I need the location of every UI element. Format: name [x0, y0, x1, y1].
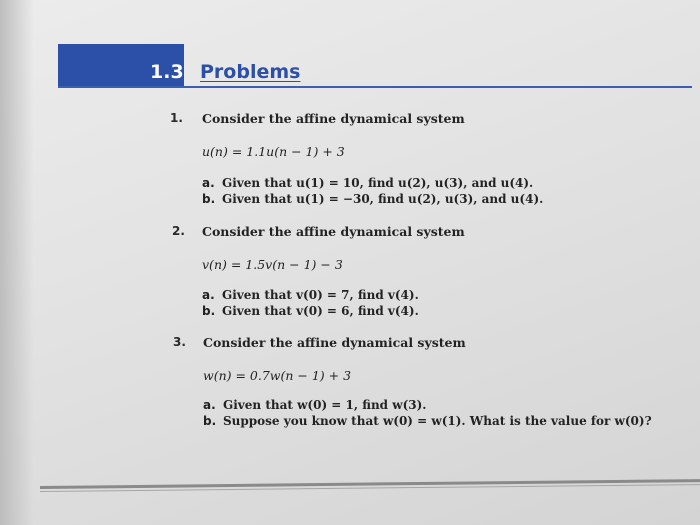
problem-1-intro: Consider the affine dynamical system — [202, 111, 465, 126]
section-number: 1.3 — [150, 61, 184, 83]
part-letter: b. — [202, 304, 216, 318]
problem-1-equation: u(n) = 1.1u(n − 1) + 3 — [202, 144, 345, 159]
problem-2-part-a — [202, 288, 419, 302]
problem-2-part-b — [202, 304, 419, 318]
part-text: Given that v(0) = 7, find v(4). — [222, 288, 419, 302]
problem-1-part-b — [202, 192, 543, 206]
problem-3-intro: Consider the affine dynamical system — [203, 335, 466, 350]
problem-1-number: 1. — [170, 111, 183, 125]
part-letter: a. — [202, 176, 215, 190]
problem-2-intro: Consider the affine dynamical system — [202, 224, 465, 239]
part-text: Given that u(1) = −30, find u(2), u(3), and u(4). — [222, 192, 544, 206]
problem-3-part-b — [203, 414, 652, 428]
part-letter: a. — [202, 288, 215, 302]
part-letter: b. — [203, 414, 217, 428]
part-letter: b. — [202, 192, 216, 206]
part-text: Suppose you know that w(0) = w(1). What is the value for w(0)? — [223, 414, 652, 428]
problem-3-number: 3. — [173, 335, 186, 349]
section-header-rule — [58, 86, 692, 88]
problem-2-number: 2. — [172, 224, 185, 238]
problem-3-equation: w(n) = 0.7w(n − 1) + 3 — [203, 368, 352, 383]
part-letter: a. — [203, 398, 216, 412]
part-text: Given that v(0) = 6, find v(4). — [222, 304, 419, 318]
part-text: Given that w(0) = 1, find w(3). — [223, 398, 427, 412]
part-text: Given that u(1) = 10, find u(2), u(3), and u(4). — [222, 176, 534, 190]
problem-3-part-a — [203, 398, 426, 412]
section-title: Problems — [200, 61, 301, 83]
problem-1-part-a — [202, 176, 533, 190]
problem-2-equation: v(n) = 1.5v(n − 1) − 3 — [202, 257, 343, 272]
page-shadow — [0, 0, 34, 525]
